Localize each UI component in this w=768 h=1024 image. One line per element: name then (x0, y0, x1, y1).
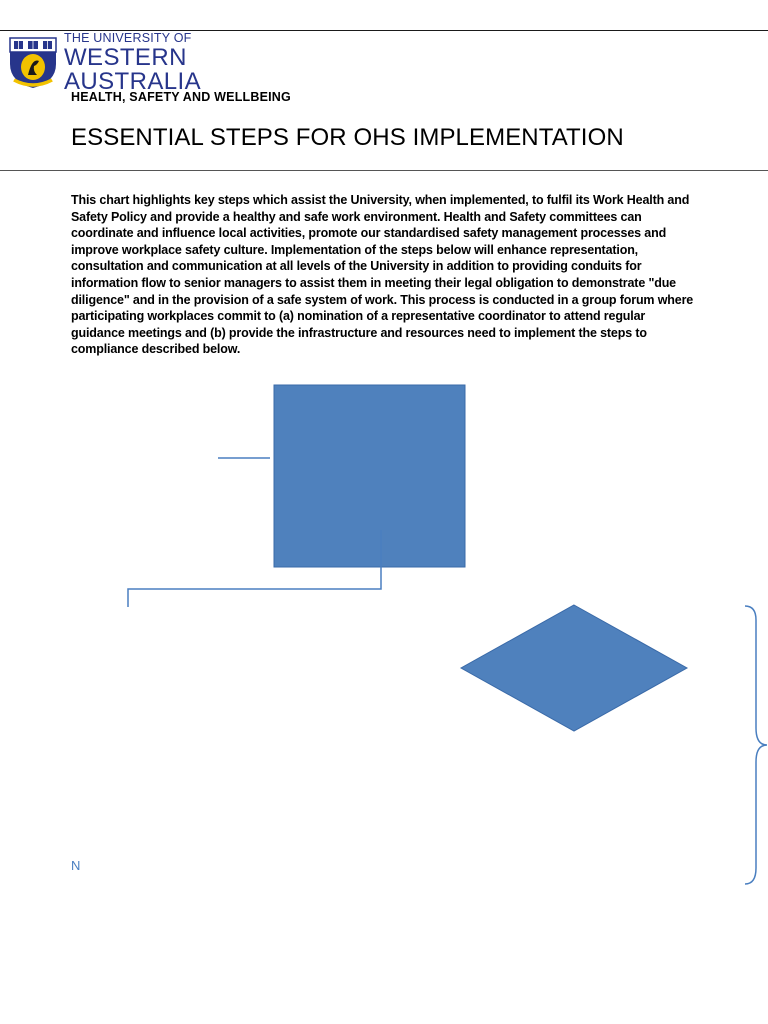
right-curly-brace (745, 606, 767, 884)
process-box[interactable] (274, 385, 465, 567)
page-title: ESSENTIAL STEPS FOR OHS IMPLEMENTATION (71, 124, 624, 151)
logo-line-3: AUSTRALIA (64, 67, 201, 95)
decision-diamond[interactable] (461, 605, 687, 731)
intro-paragraph: This chart highlights key steps which assist the University, when implemented, to fulfil its Work Health and Safety Policy and provide a healthy and safe work environment. Health and Safety committees can coordinate and influence local activities, promote our standardised safety management processes and improve workplace safety culture. Implementation of the steps below will enhance representation, consultation and communication at all levels of the University in addition to providing conduits for information flow to senior managers to assist them in meeting their legal obligation to demonstrate "due diligence" and in the provision of a safe system of work. This process is conducted in a group forum where participating workplaces commit to (a) nomination of a representative coordinator to attend regular guidance meetings and (b) provide the infrastructure and resources need to implement the steps to compliance described below. (71, 193, 694, 357)
logo-line-1: THE UNIVERSITY OF (64, 31, 192, 45)
section-heading: HEALTH, SAFETY AND WELLBEING (71, 90, 291, 104)
stray-label-n: N (71, 858, 81, 873)
logo-line-2: WESTERN (64, 43, 187, 71)
